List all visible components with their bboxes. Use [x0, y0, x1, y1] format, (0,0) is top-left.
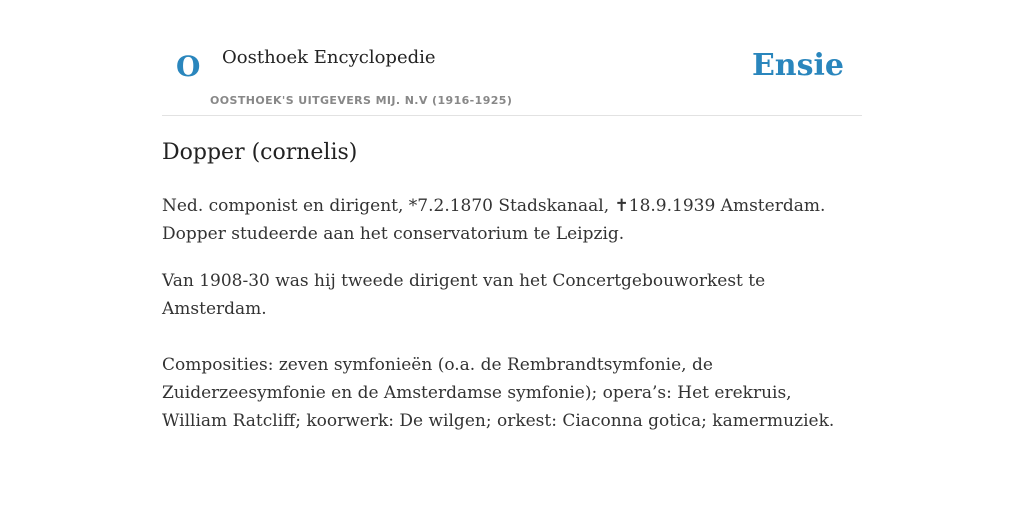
oosthoek-logo-icon: O	[176, 50, 201, 83]
entry-content	[162, 192, 862, 435]
entry-title: Dopper (cornelis)	[162, 140, 358, 165]
ensie-brand-link[interactable]: Ensie	[751, 48, 844, 83]
publication-header	[162, 38, 862, 116]
entry-paragraph-3: Composities: zeven symfonieën (o.a. de Rembrandtsymfonie, de Zuiderzeesymfonie en de Amsterdamse symfonie); opera’s: Het erekruis, William Ratcliff; koorwerk: De wilgen; orkest: Ciaconna gotica; kamermuziek.	[162, 355, 835, 431]
publisher-label: OOSTHOEK'S UITGEVERS MIJ. N.V (1916-1925)	[210, 94, 513, 107]
publication-title: Oosthoek Encyclopedie	[222, 47, 436, 68]
entry-paragraph-1: Ned. componist en dirigent, *7.2.1870 Stadskanaal, ✝18.9.1939 Amsterdam. Dopper studeerde aan het conservatorium te Leipzig.	[162, 196, 826, 244]
entry-paragraph-2: Van 1908-30 was hij tweede dirigent van het Concertgebouworkest te Amsterdam.	[162, 271, 766, 319]
